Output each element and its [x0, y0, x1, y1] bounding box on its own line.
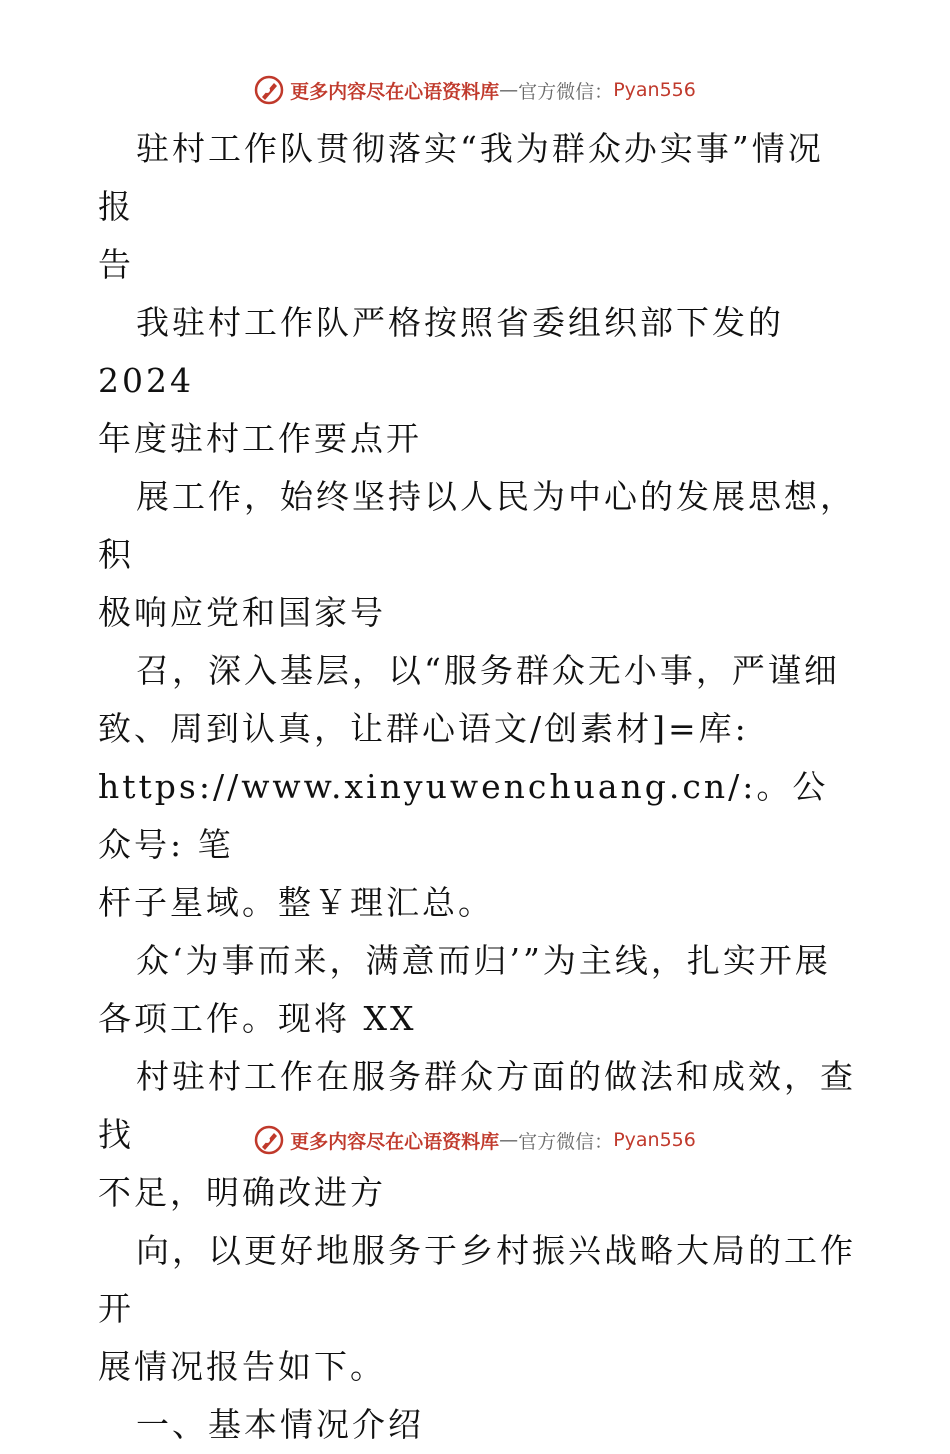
document-body [98, 120, 858, 1454]
text-line: 召，深入基层，以“服务群众无小事，严谨细 [136, 651, 840, 690]
text-line: 展情况报告如下。 [98, 1347, 386, 1386]
pen-logo-icon [254, 1125, 284, 1155]
header-banner [0, 70, 950, 110]
banner-wechat-label: 官方微信： [518, 80, 614, 103]
footer-banner [0, 1120, 950, 1160]
text-line: 我驻村工作队严格按照省委组织部下发的 2024 [98, 303, 798, 400]
paragraph [98, 294, 858, 468]
text-line: 极响应党和国家号 [98, 593, 386, 632]
banner-dash: — [499, 1129, 519, 1151]
paragraph [98, 932, 858, 1048]
text-line: 驻村工作队贯彻落实“我为群众办实事”情况报 [98, 129, 824, 226]
text-line: 告 [98, 245, 134, 284]
banner-account: Pyan556 [613, 79, 696, 101]
text-line: 不足，明确改进方 [98, 1173, 386, 1212]
banner-account: Pyan556 [613, 1129, 696, 1151]
paragraph [98, 1222, 858, 1396]
banner-site-name: 更多内容尽在心语资料库 [290, 80, 500, 103]
text-line: 展工作，始终坚持以人民为中心的发展思想，积 [98, 477, 856, 574]
text-line: 一、基本情况介绍 [136, 1405, 424, 1444]
banner-dash: — [499, 79, 519, 101]
text-line: 向，以更好地服务于乡村振兴战略大局的工作开 [98, 1231, 856, 1328]
banner-wechat-label: 官方微信： [518, 1130, 614, 1153]
paragraph [98, 120, 858, 294]
paragraph [98, 1396, 858, 1454]
text-line: 年度驻村工作要点开 [98, 419, 422, 458]
text-line: 杆子星域。整￥理汇总。 [98, 883, 494, 922]
pen-logo-icon [254, 75, 284, 105]
text-line: 致、周到认真，让群心语文/创素材]=库: [98, 709, 749, 748]
text-line: https://www.xinyuwenchuang.cn/:。公众号: 笔 [98, 767, 829, 864]
text-line: 各项工作。现将 XX [98, 999, 417, 1038]
paragraph [98, 468, 858, 642]
text-line: 村驻村工作在服务群众方面的做法和成效，查找 [98, 1057, 856, 1154]
text-line: 众‘为事而来，满意而归’”为主线，扎实开展 [136, 941, 831, 980]
paragraph [98, 642, 858, 932]
banner-site-name: 更多内容尽在心语资料库 [290, 1130, 500, 1153]
